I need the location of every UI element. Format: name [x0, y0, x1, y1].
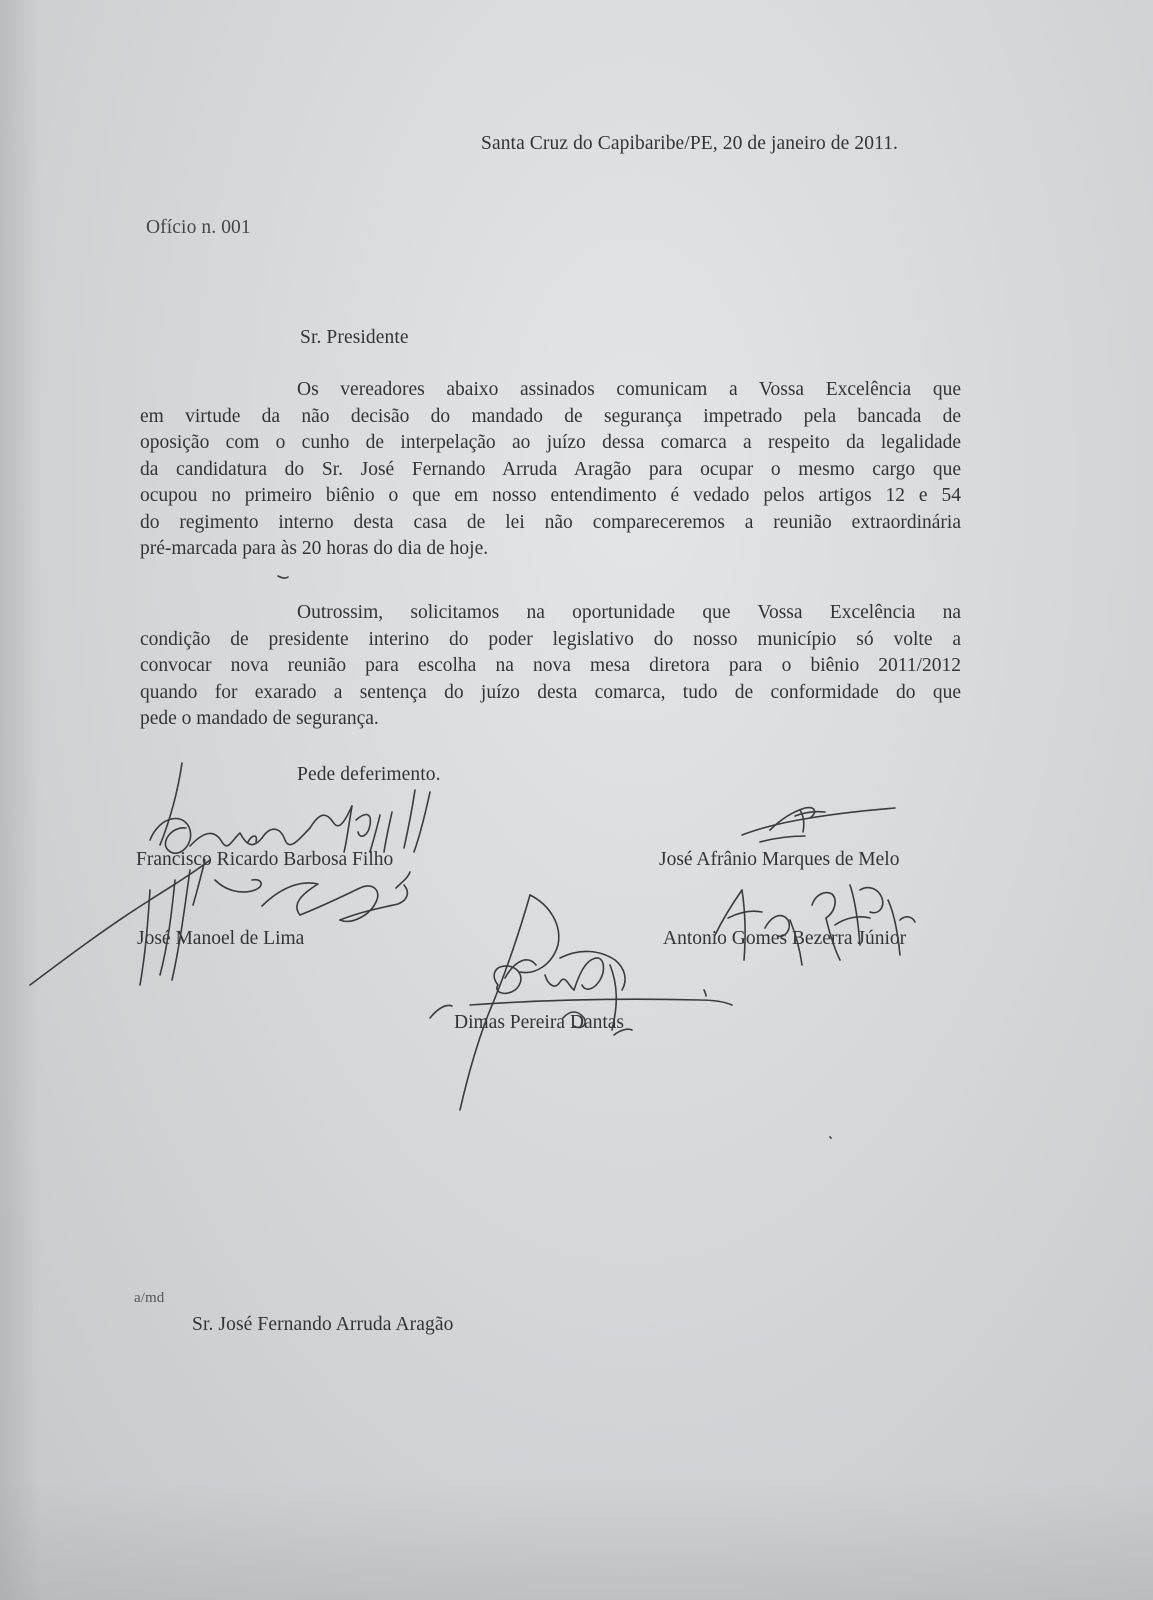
paper-edge-shadow	[0, 0, 40, 1600]
typist-initials: a/md	[134, 1290, 165, 1306]
paragraph-1-line: ocupou no primeiro biênio o que em nosso entendimento é vedado pelos artigos 12 e 54	[140, 485, 961, 506]
paragraph-1-line: do regimento interno desta casa de lei não compareceremos a reunião extraordinária	[140, 511, 961, 533]
paragraph-1-line: em virtude da não decisão do mandado de segurança impetrado pela bancada de	[140, 405, 961, 427]
signatory-name: Dimas Pereira Dantas	[454, 1012, 625, 1033]
place-date: Santa Cruz do Capibaribe/PE, 20 de janeiro de 2011.	[481, 133, 899, 154]
paper-bottom-shadow	[0, 1480, 1153, 1600]
paragraph-1	[140, 377, 961, 563]
paragraph-1-line: oposição com o cunho de interpelação ao juízo dessa comarca a respeito da legalidade	[140, 432, 961, 453]
paragraph-2-line: pede o mandado de segurança.	[140, 708, 379, 729]
signature-afranio	[742, 808, 895, 842]
paragraph-1-line: Os vereadores abaixo assinados comunicam a Vossa Excelência que	[297, 379, 961, 400]
paragraph-2-line: condição de presidente interino do poder legislativo do nosso município só volte a	[140, 628, 961, 650]
signatory-name: Antonio Gomes Bezerra Júnior	[663, 928, 907, 949]
signatory-name: José Manoel de Lima	[137, 928, 305, 949]
signature-jose-manoel	[30, 860, 410, 985]
paragraph-1-line: da candidatura do Sr. José Fernando Arruda Aragão para ocupar o mesmo cargo que	[140, 458, 961, 480]
signatory-name: José Afrânio Marques de Melo	[659, 849, 900, 870]
office-number: Ofício n. 001	[146, 217, 251, 238]
closing: Pede deferimento.	[297, 764, 441, 785]
paragraph-2-line: Outrossim, solicitamos na oportunidade que Vossa Excelência na	[297, 602, 961, 623]
paragraph-2-line: quando for exarado a sentença do juízo desta comarca, tudo de conformidade do que	[140, 681, 961, 703]
recipient: Sr. José Fernando Arruda Aragão	[192, 1314, 454, 1335]
paragraph-2-line: convocar nova reunião para escolha na nova mesa diretora para o biênio 2011/2012	[140, 655, 961, 676]
salutation: Sr. Presidente	[300, 327, 409, 348]
signature-antonio	[715, 885, 915, 965]
signatory-name: Francisco Ricardo Barbosa Filho	[136, 849, 394, 870]
paragraph-2	[140, 600, 961, 733]
paragraph-1-line: pré-marcada para às 20 horas do dia de hoje.	[140, 538, 489, 559]
